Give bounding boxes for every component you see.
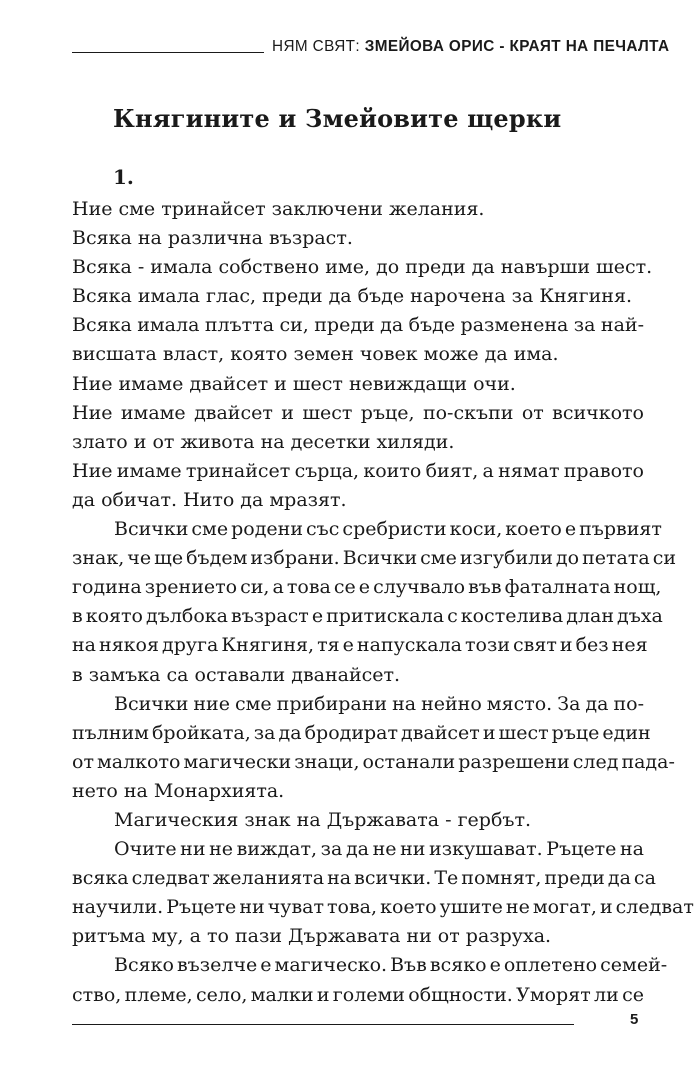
text-line: ритъма му, а то пази Държавата ни от разруха. <box>72 925 552 948</box>
text-line: Ние имаме двайсет и шест ръце, по-скъпи от всичкото <box>72 401 644 424</box>
running-head-author: НЯМ СВЯТ: <box>272 38 365 55</box>
body-text <box>72 195 694 1010</box>
running-head-book-title: ЗМЕЙОВА ОРИС - КРАЯТ НА ПЕЧАЛТА <box>364 38 670 55</box>
text-line: Всяка имала плътта си, преди да бъде разменена за най- <box>72 314 644 337</box>
header-rule <box>72 52 264 53</box>
text-line: Всички ние сме прибирани на нейно място. За да по- <box>114 692 644 715</box>
text-line: Всяко възелче е магическо. Във всяко е оплетено семей- <box>114 954 668 977</box>
text-line: Всяка имала глас, преди да бъде нарочена за Княгиня. <box>72 285 632 308</box>
text-line: нето на Монархията. <box>72 779 285 802</box>
text-line: висшата власт, която земен човек може да има. <box>72 343 559 366</box>
text-line: от малкото магически знаци, останали разрешени след пада- <box>72 750 675 773</box>
text-line: злато и от живота на десетки хиляди. <box>72 430 455 453</box>
text-line: пълним бройката, за да бродират двайсет и шест ръце един <box>72 721 651 744</box>
text-line: Ние имаме двайсет и шест невиждащи очи. <box>72 372 516 395</box>
text-line: Магическия знак на Държавата - гербът. <box>114 808 532 831</box>
text-line: Очите ни не виждат, за да не ни изкушават. Ръцете на <box>114 838 644 861</box>
text-line: ство, племе, село, малки и големи общности. Уморят ли се <box>72 983 644 1006</box>
text-line: Всички сме родени със сребристи коси, което е първият <box>114 518 662 541</box>
page-number: 5 <box>630 1011 639 1028</box>
chapter-title: Княгините и Змейовите щерки <box>113 104 562 133</box>
text-line: знак, че ще бъдем избрани. Всички сме изгубили до петата си <box>72 547 677 570</box>
text-line: да обичат. Нито да мразят. <box>72 488 347 511</box>
text-line: в замъка са оставали дванайсет. <box>72 663 401 686</box>
text-line: на някоя друга Княгиня, тя е напускала този свят и без нея <box>72 634 648 657</box>
text-line: научили. Ръцете ни чуват това, което ушите не могат, и следват <box>72 896 694 919</box>
text-line: Ние имаме тринайсет сърца, които бият, а нямат правото <box>72 459 644 482</box>
text-line: в която дълбока възраст е притискала с костелива длан дъха <box>72 605 663 628</box>
text-line: Всяка на различна възраст. <box>72 227 353 250</box>
text-line: Ние сме тринайсет заключени желания. <box>72 198 485 220</box>
text-line: всяка следват желанията на всички. Те помнят, преди да са <box>72 867 656 890</box>
footer-rule <box>72 1024 574 1025</box>
section-number: 1. <box>113 165 134 189</box>
running-head <box>272 38 670 56</box>
text-line: Всяка - имала собствено име, до преди да навърши шест. <box>72 256 653 279</box>
text-line: година зрението си, а това се е случвало във фаталната нощ, <box>72 576 662 599</box>
